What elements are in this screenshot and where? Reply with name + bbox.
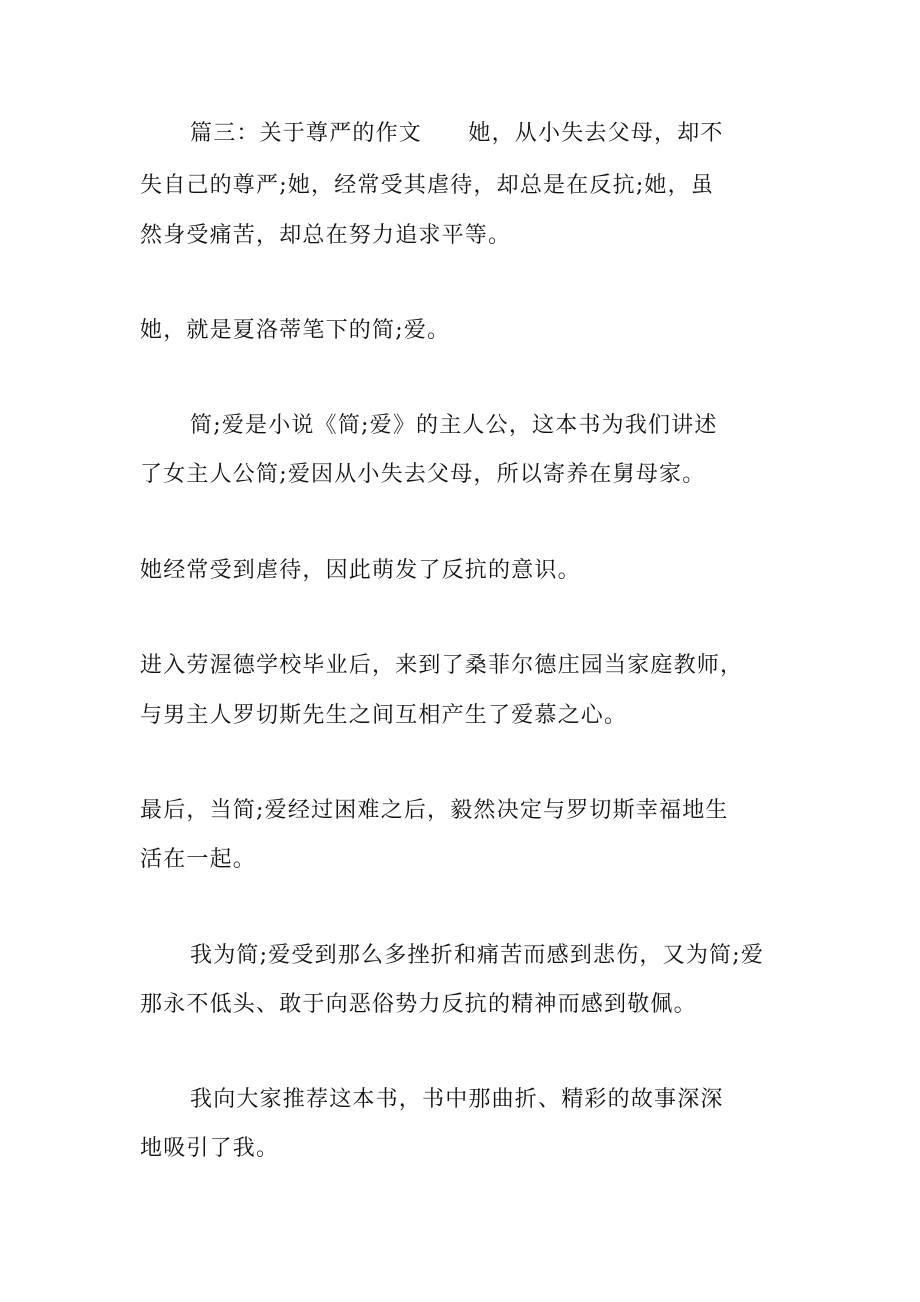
paragraph-5-line-1: 进入劳渥德学校毕业后，来到了桑菲尔德庄园当家庭教师， <box>140 653 744 678</box>
paragraph-6-line-2: 活在一起。 <box>140 847 257 872</box>
paragraph-7-line-2: 那永不低头、敢于向恶俗势力反抗的精神而感到敬佩。 <box>140 992 697 1017</box>
paragraph-7-line-1: 我为简;爱受到那么多挫折和痛苦而感到悲伤，又为简;爱 <box>190 943 765 968</box>
paragraph-5-line-2: 与男主人罗切斯先生之间互相产生了爱慕之心。 <box>140 703 628 728</box>
paragraph-2-line-1: 她，就是夏洛蒂笔下的简;爱。 <box>140 318 451 343</box>
paragraph-3-line-1: 简;爱是小说《简;爱》的主人公，这本书为我们讲述 <box>190 413 718 438</box>
paragraph-6-line-1: 最后，当简;爱经过困难之后，毅然决定与罗切斯幸福地生 <box>140 798 729 823</box>
paragraph-4-line-1: 她经常受到虐待，因此萌发了反抗的意识。 <box>140 558 581 583</box>
paragraph-8-line-2: 地吸引了我。 <box>140 1136 280 1161</box>
paragraph-1-line-2: 失自己的尊严;她，经常受其虐待，却总是在反抗;她，虽 <box>140 173 715 198</box>
paragraph-1-line-1: 篇三：关于尊严的作文 她，从小失去父母，却不 <box>190 121 724 146</box>
paragraph-8-line-1: 我向大家推荐这本书，书中那曲折、精彩的故事深深 <box>190 1087 724 1112</box>
paragraph-3-line-2: 了女主人公简;爱因从小失去父母，所以寄养在舅母家。 <box>140 462 706 487</box>
paragraph-1-line-3: 然身受痛苦，却总在努力追求平等。 <box>140 223 512 248</box>
